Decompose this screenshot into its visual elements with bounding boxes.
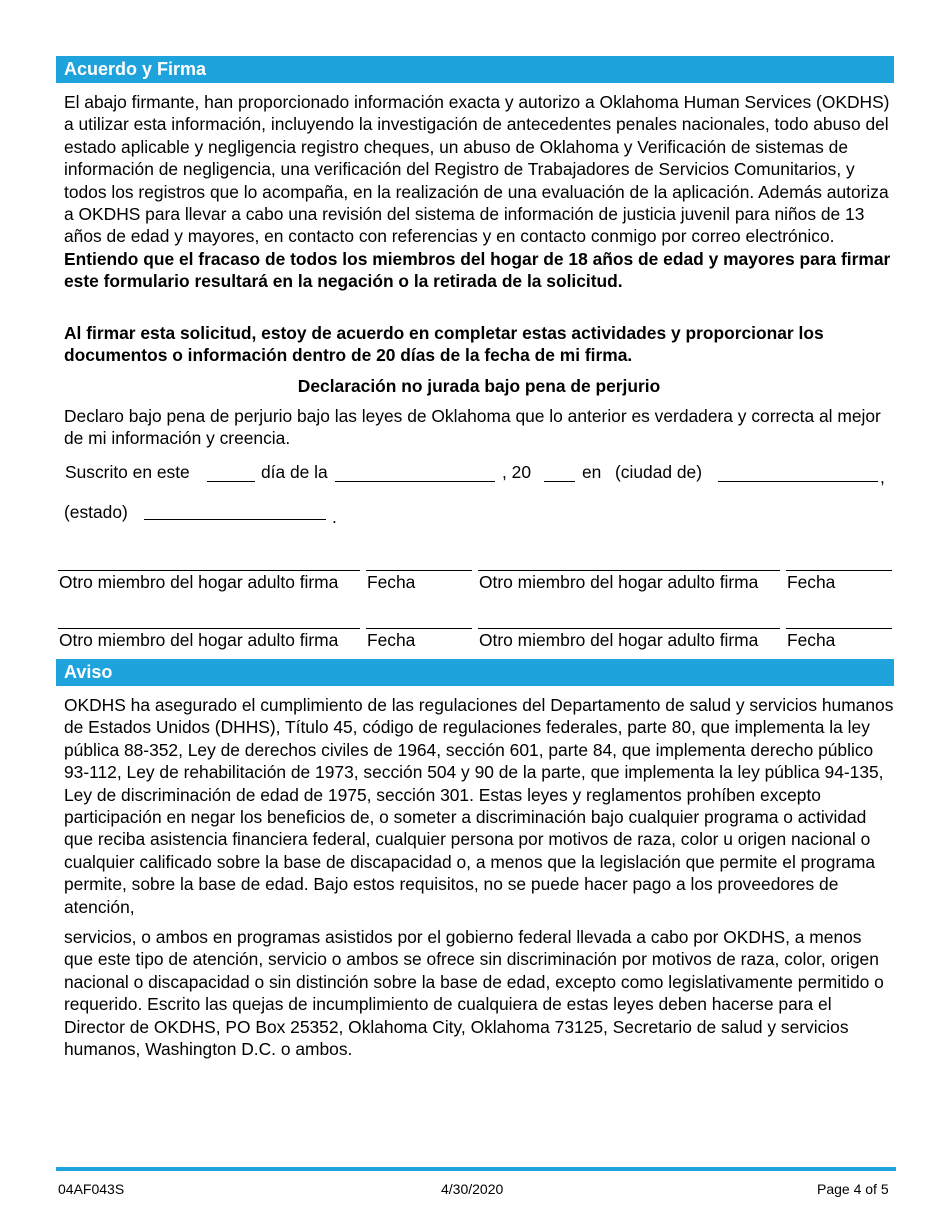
date-label-1: Fecha <box>367 572 416 592</box>
agreement-paragraph <box>64 91 894 293</box>
subscribed-label: Suscrito en este <box>65 462 190 482</box>
month-field[interactable] <box>335 481 495 482</box>
form-code: 04AF043S <box>58 1181 125 1197</box>
date-label-2: Fecha <box>787 572 836 592</box>
notice-paragraph-2: servicios, o ambos en programas asistidos por el gobierno federal llevada a cabo por OKDHS, a menos que este tipo de atención, servicio o ambos se ofrece sin discriminación por motivos de raza, color, origen nacional o discapacidad o sin distinción sobre la base de edad, excepto como legislativamente permitido o requerido. Escrito las quejas de incumplimiento de cualquiera de estas leyes deben hacerse para el Director de OKDHS, PO Box 25352, Oklahoma City, Oklahoma 73125, Secretario de salud y servicios humanos, Washington D.C. o ambos. <box>64 927 884 1060</box>
declaration-title: Declaración no jurada bajo pena de perjurio <box>297 376 661 396</box>
form-date: 4/30/2020 <box>441 1181 504 1197</box>
signature-label-1: Otro miembro del hogar adulto firma <box>59 572 339 592</box>
notice-heading: Aviso <box>56 659 894 686</box>
agreement-bold-text: Entiendo que el fracaso de todos los miembros del hogar de 18 años de edad y mayores para firmar este formulario resultará en la negación o la retirada de la solicitud. <box>64 248 891 292</box>
city-comma: , <box>880 467 885 487</box>
notice-paragraph-1: OKDHS ha asegurado el cumplimiento de las regulaciones del Departamento de salud y servicios humanos de Estados Unidos (DHHS), Título 45, código de regulaciones federales, parte 80, que implementa la ley pública 88-352, Ley de derechos civiles de 1964, sección 601, parte 84, que implementa derecho público 93-112, Ley de rehabilitación de 1973, sección 504 y 90 de la parte, que implementa la ley pública 94-135, Ley de discriminación de edad de 1975, sección 301. Estas leyes y reglamentos prohíben excepto participación en negar los beneficios de, o someter a discriminación bajo cualquier programa o actividad que reciba asistencia financiera federal, cualquier persona por motivos de raza, color u origen nacional o cualquier calificado sobre la base de discapacidad o, a menos que la legislación que permite el programa permite, sobre la base de edad. Bajo estos requisitos, no se puede hacer pago a los proveedores de atención, <box>64 695 894 917</box>
footer-rule <box>56 1167 896 1171</box>
date-label-3: Fecha <box>367 630 416 650</box>
day-label: día de la <box>261 462 328 482</box>
city-label: (ciudad de) <box>615 462 703 482</box>
signature-label-3: Otro miembro del hogar adulto firma <box>59 630 339 650</box>
declaration-text: Declaro bajo pena de perjurio bajo las leyes de Oklahoma que lo anterior es verdadera y correcta al mejor de mi información y creencia. <box>64 406 881 449</box>
city-field[interactable] <box>718 481 878 482</box>
date-label-4: Fecha <box>787 630 836 650</box>
state-field[interactable] <box>144 519 326 520</box>
agreement-heading: Acuerdo y Firma <box>56 56 894 83</box>
agreement-commitment: Al firmar esta solicitud, estoy de acuerdo en completar estas actividades y proporcionar los documentos o información dentro de 20 días de la fecha de mi firma. <box>64 323 824 366</box>
state-label: (estado) <box>64 502 128 522</box>
day-field[interactable] <box>207 481 255 482</box>
year-prefix: , 20 <box>502 462 532 482</box>
state-period: . <box>332 507 337 527</box>
in-label: en <box>582 462 602 482</box>
year-field[interactable] <box>544 481 575 482</box>
page-number: Page 4 of 5 <box>817 1181 889 1197</box>
signature-label-2: Otro miembro del hogar adulto firma <box>479 572 759 592</box>
signature-label-4: Otro miembro del hogar adulto firma <box>479 630 759 650</box>
agreement-text: El abajo firmante, han proporcionado información exacta y autorizo a Oklahoma Human Services (OKDHS) a utilizar esta información, incluyendo la investigación de antecedentes penales nacionales, todo abuso del estado aplicable y negligencia registro cheques, un abuso de Oklahoma y Verificación de sistemas de información de negligencia, una verificación del Registro de Trabajadores de Servicios Comunitarios, y todos los registros que lo acompaña, en la realización de una evaluación de la aplicación. Además autoriza a OKDHS para llevar a cabo una revisión del sistema de información de justicia juvenil para niños de 13 años de edad y mayores, en contacto con referencias y en contacto conmigo por correo electrónico. <box>64 92 890 247</box>
